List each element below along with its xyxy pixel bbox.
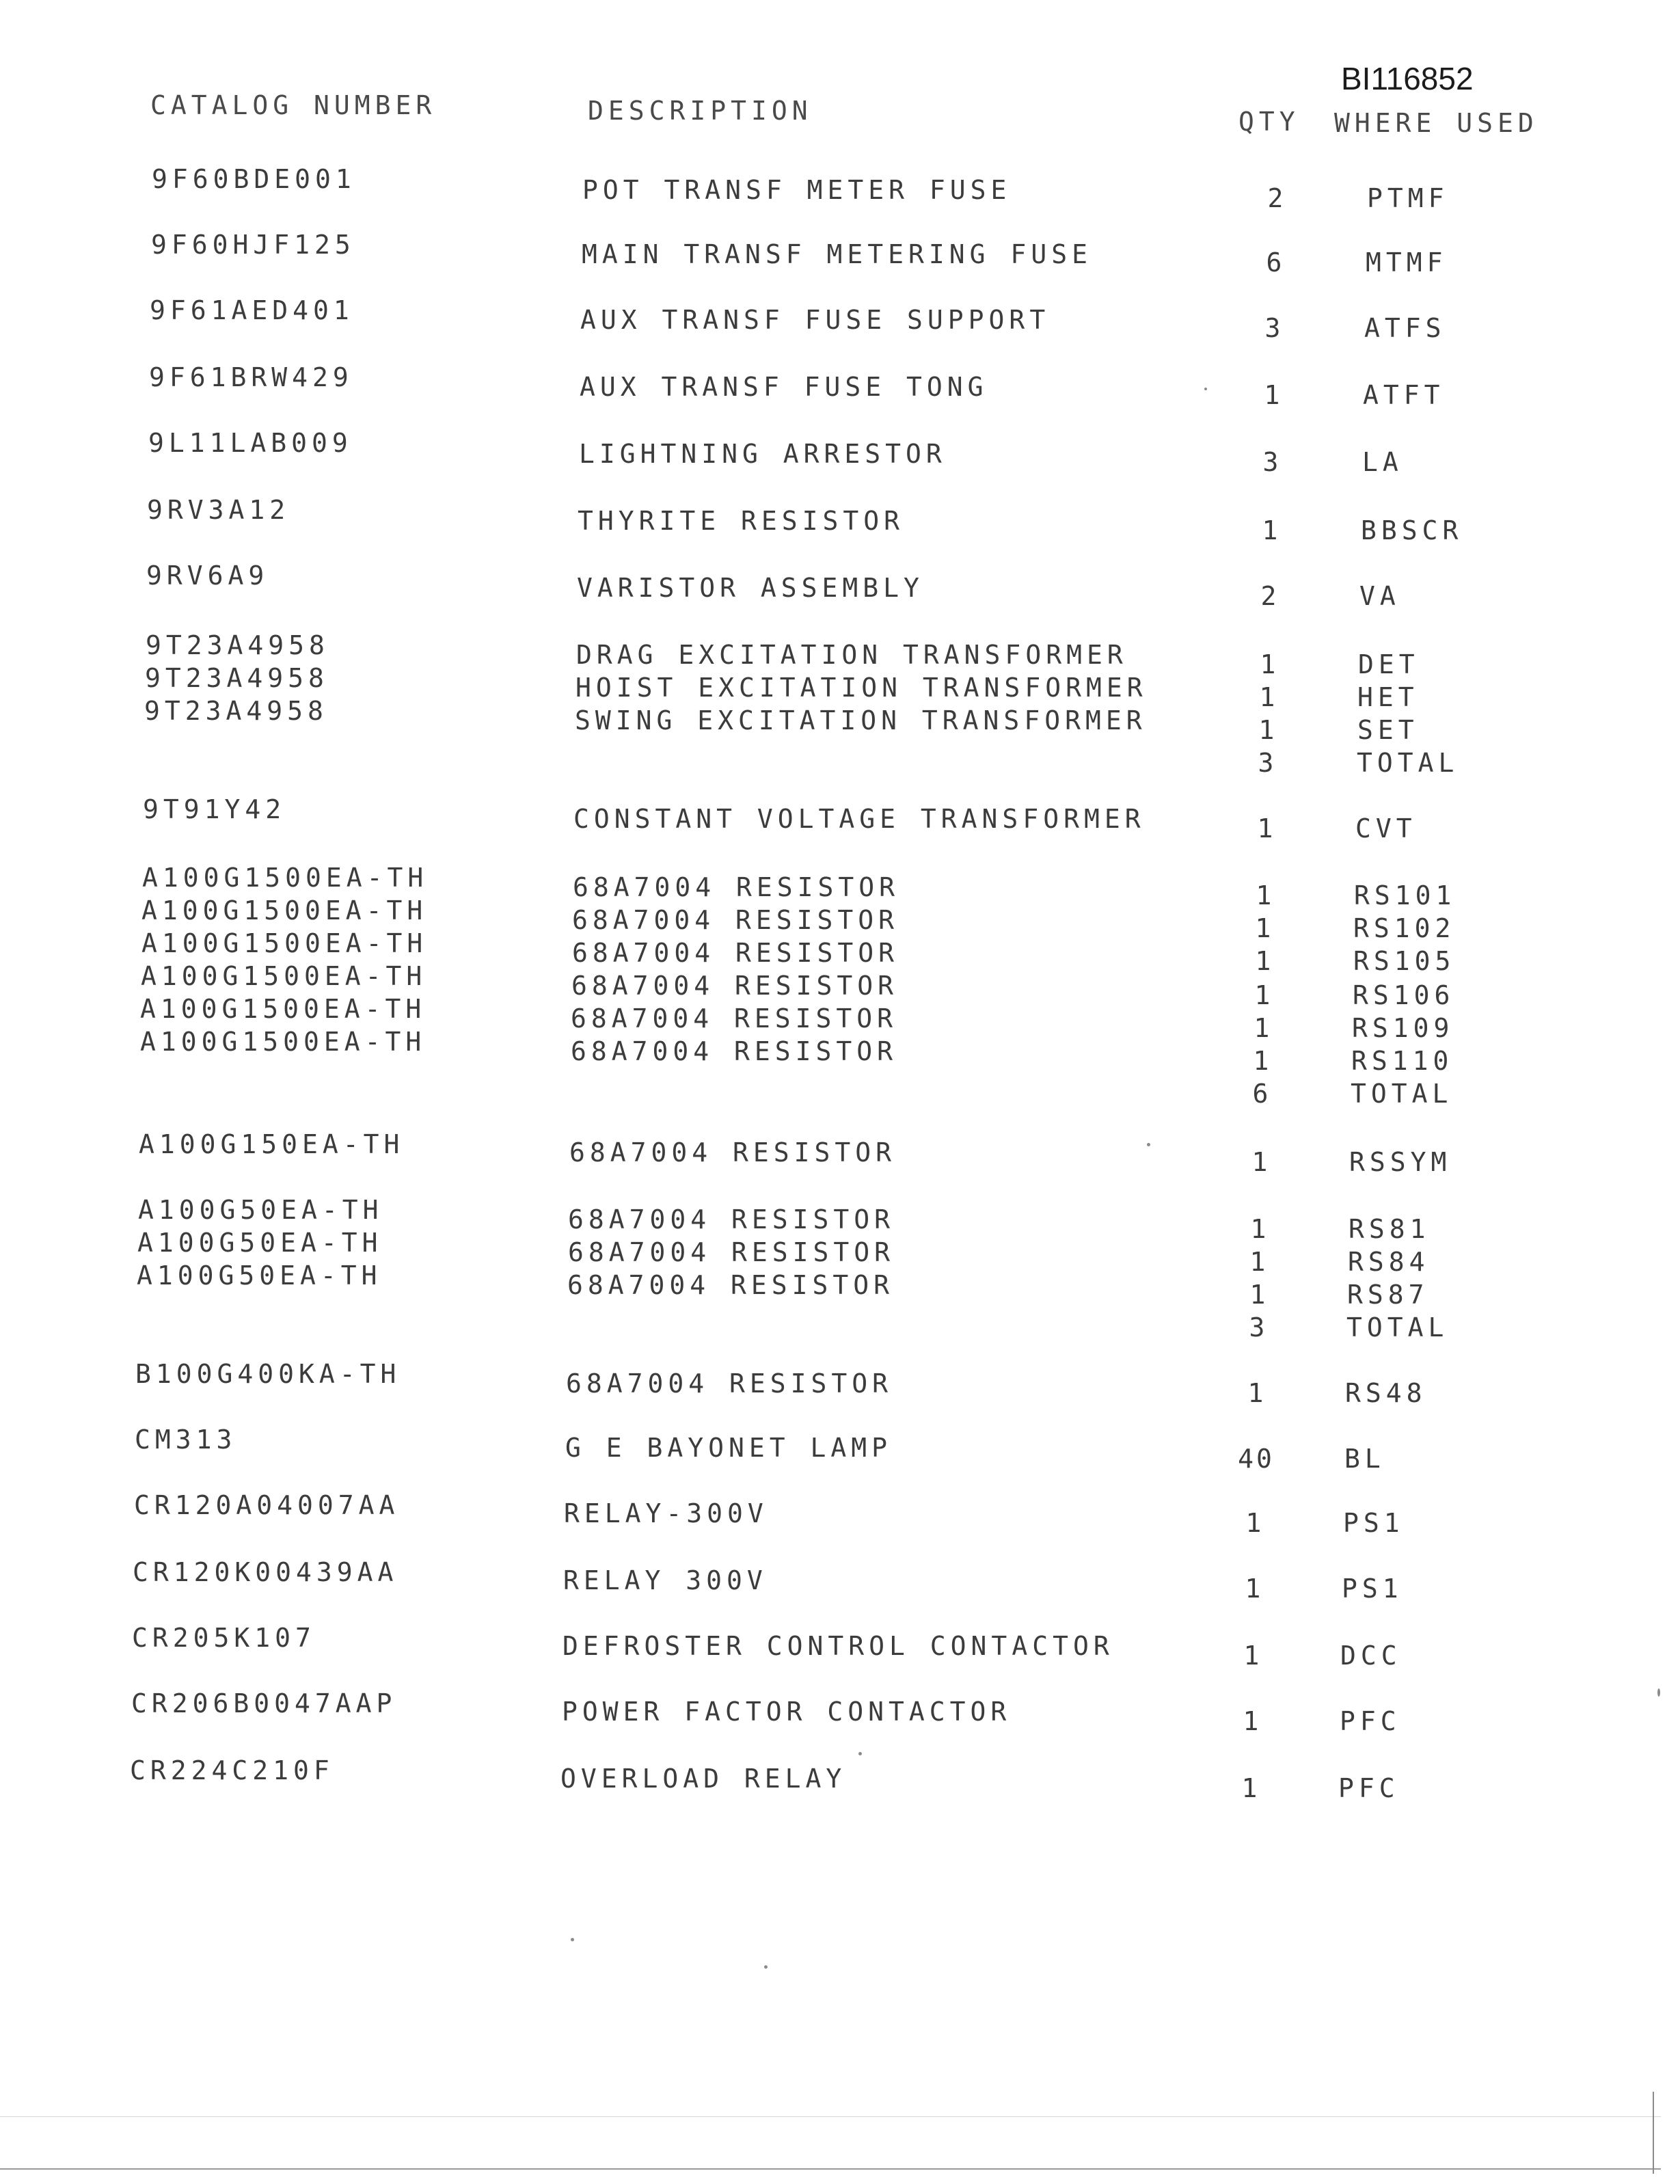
where-used: ATFT [1363,380,1445,410]
part-description: POT TRANSF METER FUSE [582,175,1012,205]
catalog-number: 9F61AED401 [150,295,354,325]
quantity: 1 [1247,1378,1266,1408]
part-description: 68A7004 RESISTOR [567,1270,895,1300]
where-used: TOTAL [1351,1079,1453,1109]
where-used: TOTAL [1346,1312,1449,1343]
where-used: DET [1358,649,1420,679]
where-used: LA [1362,447,1403,477]
where-used: HET [1357,682,1419,712]
catalog-number: 9T23A4958 [146,630,329,660]
where-used: CVT [1355,813,1417,844]
right-border-line [1653,2092,1654,2174]
where-used: RS106 [1353,980,1455,1010]
quantity: 1 [1249,1247,1269,1277]
catalog-number: A100G1500EA-TH [140,994,426,1024]
catalog-number: A100G1500EA-TH [141,961,427,991]
where-used: RS81 [1349,1214,1431,1244]
quantity: 3 [1264,313,1284,343]
catalog-number: B100G400KA-TH [135,1359,401,1389]
where-used: RS105 [1353,946,1456,976]
part-description: AUX TRANSF FUSE SUPPORT [580,305,1051,335]
part-description: 68A7004 RESISTOR [573,872,900,902]
quantity: 1 [1254,1013,1273,1043]
where-used: BL [1344,1444,1385,1474]
quantity: 1 [1243,1706,1262,1736]
part-description: RELAY 300V [563,1565,768,1595]
catalog-number: CM313 [135,1425,237,1455]
catalog-number: 9RV6A9 [146,561,269,591]
quantity: 1 [1258,715,1277,745]
part-description: G E BAYONET LAMP [565,1433,893,1463]
quantity: 1 [1253,1046,1272,1076]
bottom-faint-line [0,2116,1661,2117]
part-description: OVERLOAD RELAY [560,1764,847,1794]
quantity: 1 [1245,1574,1264,1604]
catalog-number: CR120K00439AA [133,1557,398,1587]
document-id: BI116852 [1341,61,1474,96]
part-description: DEFROSTER CONTROL CONTACTOR [563,1631,1114,1661]
catalog-number: 9F60HJF125 [151,230,355,260]
catalog-number: CR224C210F [130,1755,334,1785]
quantity: 1 [1249,1280,1269,1310]
header-catalog-number: CATALOG NUMBER [150,90,437,120]
scan-speck [1204,388,1207,390]
where-used: SET [1357,715,1419,745]
quantity: 1 [1245,1508,1264,1538]
quantity: 3 [1249,1312,1268,1343]
header-description: DESCRIPTION [588,96,813,126]
quantity: 1 [1259,682,1278,712]
header-where-used: WHERE USED [1334,108,1539,138]
where-used: RS87 [1347,1280,1429,1310]
where-used: PFC [1338,1773,1400,1803]
where-used: VA [1359,581,1400,611]
part-description: MAIN TRANSF METERING FUSE [582,239,1092,269]
part-description: 68A7004 RESISTOR [572,938,899,968]
where-used: PS1 [1342,1574,1403,1604]
catalog-number: 9L11LAB009 [148,428,353,458]
quantity: 1 [1251,1147,1271,1177]
catalog-number: 9F60BDE001 [152,164,356,194]
quantity: 1 [1262,515,1281,545]
scan-speck [858,1752,862,1755]
quantity: 1 [1257,813,1276,844]
quantity: 3 [1262,447,1282,477]
catalog-number: CR206B0047AAP [131,1688,397,1718]
quantity: 2 [1267,183,1286,213]
where-used: ATFS [1364,313,1446,343]
catalog-number: A100G1500EA-TH [140,1027,426,1057]
catalog-number: A100G50EA-TH [137,1260,382,1291]
where-used: PTMF [1367,183,1449,213]
where-used: MTMF [1366,247,1448,278]
part-description: POWER FACTOR CONTACTOR [562,1697,1012,1727]
scan-speck [571,1938,574,1941]
part-description: 68A7004 RESISTOR [571,1036,898,1066]
part-description: VARISTOR ASSEMBLY [577,573,924,603]
catalog-number: A100G1500EA-TH [141,895,428,926]
quantity: 1 [1255,913,1274,943]
part-description: HOIST EXCITATION TRANSFORMER [575,673,1148,703]
catalog-number: 9T91Y42 [143,794,286,824]
part-description: 68A7004 RESISTOR [572,905,899,935]
part-description: 68A7004 RESISTOR [568,1204,895,1235]
header-qty: QTY [1238,107,1300,137]
catalog-number: A100G50EA-TH [137,1228,383,1258]
part-description: 68A7004 RESISTOR [571,971,899,1001]
catalog-number: A100G1500EA-TH [142,863,429,893]
part-description: AUX TRANSF FUSE TONG [580,372,988,402]
catalog-number: A100G1500EA-TH [141,928,428,958]
where-used: BBSCR [1361,515,1463,545]
bottom-border-line [0,2168,1661,2170]
catalog-number: 9RV3A12 [147,495,290,525]
quantity: 1 [1241,1773,1260,1803]
where-used: RS109 [1352,1013,1454,1043]
quantity: 1 [1250,1214,1269,1244]
where-used: TOTAL [1357,748,1459,778]
scan-speck [764,1965,768,1969]
where-used: RS110 [1351,1046,1454,1076]
where-used: RS84 [1348,1247,1430,1277]
where-used: PS1 [1343,1508,1405,1538]
catalog-number: CR120A04007AA [134,1490,400,1520]
quantity: 1 [1243,1641,1262,1671]
quantity: 2 [1260,581,1279,611]
catalog-number: 9F61BRW429 [149,362,353,392]
part-description: LIGHTNING ARRESTOR [579,439,947,469]
catalog-number: 9T23A4958 [144,696,328,726]
quantity: 1 [1264,380,1283,410]
where-used: DCC [1340,1641,1402,1671]
catalog-number: A100G150EA-TH [139,1129,405,1159]
quantity: 6 [1252,1079,1271,1109]
part-description: 68A7004 RESISTOR [566,1369,893,1399]
where-used: RSSYM [1349,1147,1452,1177]
scan-speck [1657,1688,1660,1697]
part-description: THYRITE RESISTOR [578,506,905,536]
where-used: RS101 [1354,880,1457,911]
quantity: 1 [1255,946,1274,976]
scan-speck [1147,1143,1150,1146]
part-description: 68A7004 RESISTOR [571,1003,898,1034]
quantity: 6 [1266,247,1285,278]
part-description: RELAY-300V [564,1498,768,1528]
part-description: DRAG EXCITATION TRANSFORMER [576,640,1128,670]
where-used: RS102 [1353,913,1456,943]
quantity: 1 [1256,880,1275,911]
where-used: RS48 [1345,1378,1427,1408]
quantity: 1 [1254,980,1273,1010]
catalog-number: A100G50EA-TH [138,1195,383,1225]
where-used: PFC [1340,1706,1401,1736]
part-description: 68A7004 RESISTOR [569,1137,897,1168]
catalog-number: CR205K107 [132,1623,316,1653]
catalog-number: 9T23A4958 [145,663,329,693]
quantity: 1 [1260,649,1279,679]
part-description: 68A7004 RESISTOR [568,1237,895,1267]
quantity: 40 [1238,1444,1275,1474]
part-description: CONSTANT VOLTAGE TRANSFORMER [573,804,1146,834]
quantity: 3 [1258,748,1277,778]
part-description: SWING EXCITATION TRANSFORMER [575,705,1147,736]
